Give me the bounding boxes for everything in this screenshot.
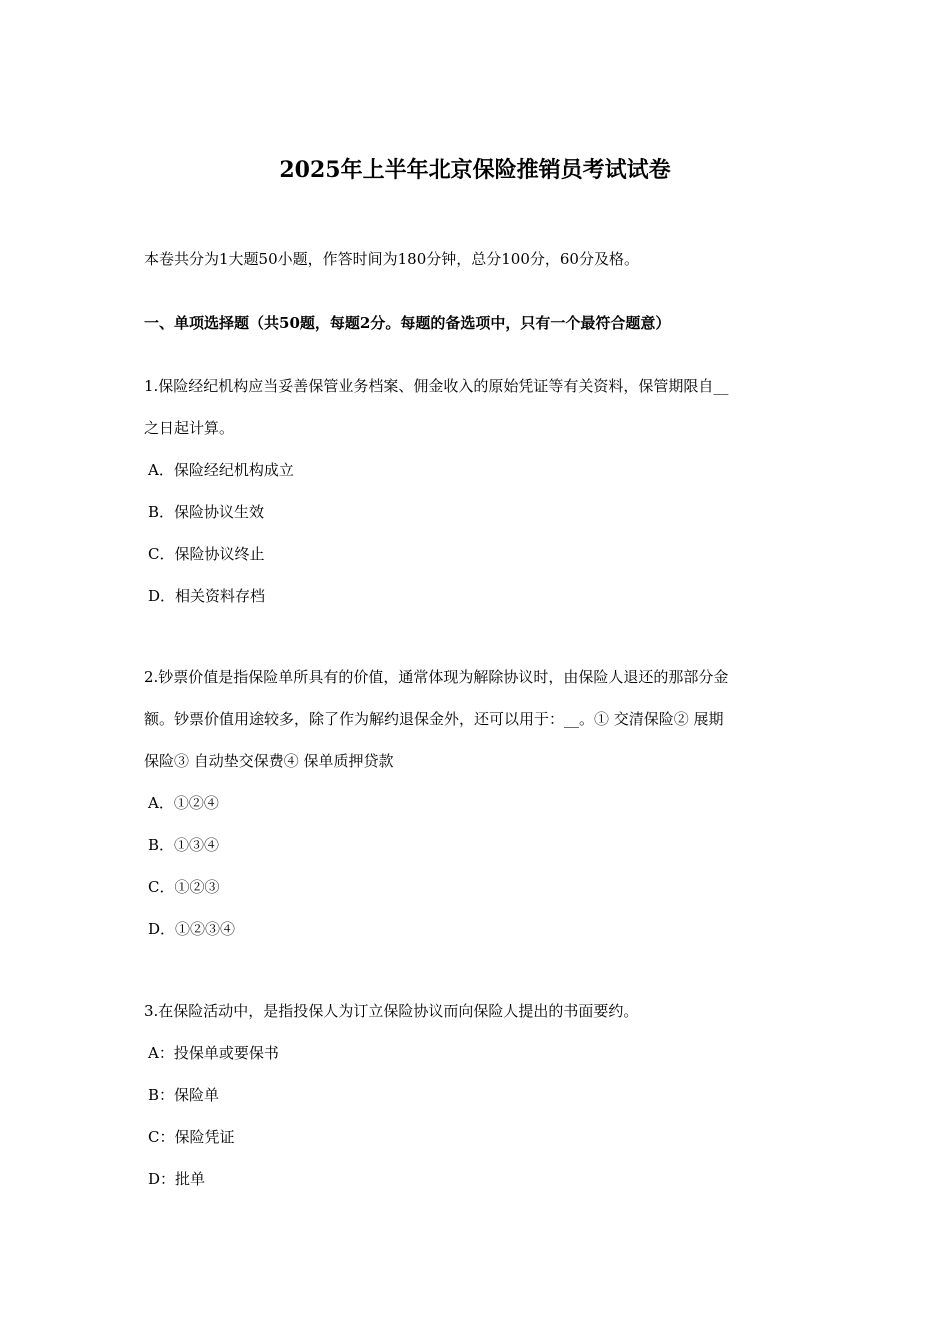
question-2-option-d: D．①②③④ [148,920,236,938]
question-1-stem-line-1: 1.保险经纪机构应当妥善保管业务档案、佣金收入的原始凭证等有关资料，保管期限自__ [144,377,729,395]
question-2-option-a: A．①②④ [148,794,219,812]
document-title: 2025年上半年北京保险推销员考试试卷 [279,157,671,183]
question-1-option-a: A．保险经纪机构成立 [148,461,294,479]
question-3-option-d: D：批单 [148,1170,206,1188]
question-2-stem [144,656,808,782]
question-1-option-d: D．相关资料存档 [148,587,266,605]
question-3-option-c: C：保险凭证 [148,1128,235,1146]
question-3-options [144,1032,808,1200]
exam-instructions: 本卷共分为1大题50小题，作答时间为180分钟，总分100分，60分及格。 [144,250,639,268]
question-1-stem [144,365,808,449]
question-2-stem-line-2: 额。钞票价值用途较多，除了作为解约退保金外，还可以用于：__。① 交清保险② 展期 [144,710,724,728]
question-2-stem-line-3: 保险③ 自动垫交保费④ 保单质押贷款 [144,752,394,770]
question-1-options [144,449,808,617]
question-3-option-a: A：投保单或要保书 [148,1044,279,1062]
question-2-option-b: B．①③④ [148,836,220,854]
question-1-stem-line-2: 之日起计算。 [144,419,235,437]
question-2-option-c: C．①②③ [148,878,220,896]
question-1 [144,365,808,617]
section-heading: 一、单项选择题（共50题，每题2分。每题的备选项中，只有一个最符合题意） [144,314,671,332]
question-3-stem-line-1: 3.在保险活动中，是指投保人为订立保险协议而向保险人提出的书面要约。 [144,1002,639,1020]
question-2 [144,656,808,950]
question-2-options [144,782,808,950]
question-2-stem-line-1: 2.钞票价值是指保险单所具有的价值，通常体现为解除协议时，由保险人退还的那部分金 [144,668,729,686]
question-1-option-c: C．保险协议终止 [148,545,265,563]
question-1-option-b: B．保险协议生效 [148,503,265,521]
question-3-stem [144,990,808,1032]
question-3 [144,990,808,1200]
question-3-option-b: B：保险单 [148,1086,220,1104]
